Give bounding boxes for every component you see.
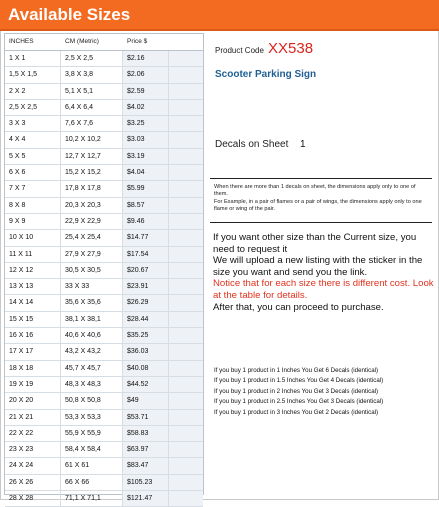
cell-cm: 15,2 X 15,2 <box>61 165 123 180</box>
table-row <box>5 165 203 181</box>
cell-extra <box>169 149 203 164</box>
buy-offers-list <box>214 367 436 419</box>
cell-price: $53.71 <box>123 410 169 425</box>
buy-offer-item: If you buy 1 product in 3 Inches You Get 2 Decals (identical) <box>214 408 379 416</box>
cell-cm: 45,7 X 45,7 <box>61 361 123 376</box>
table-row <box>5 458 203 474</box>
cell-extra <box>169 247 203 262</box>
cell-cm: 38,1 X 38,1 <box>61 312 123 327</box>
cell-inches: 18 X 18 <box>5 361 61 376</box>
table-row <box>5 132 203 148</box>
table-row <box>5 361 203 377</box>
cell-extra <box>169 393 203 408</box>
table-header-row <box>5 34 203 51</box>
header-cm: CM (Metric) <box>65 38 99 45</box>
cell-inches: 2,5 X 2,5 <box>5 100 61 115</box>
cell-price: $4.02 <box>123 100 169 115</box>
cell-inches: 14 X 14 <box>5 295 61 310</box>
decals-on-sheet-value: 1 <box>300 139 306 150</box>
cell-extra <box>169 361 203 376</box>
table-row <box>5 230 203 246</box>
table-row <box>5 426 203 442</box>
cell-inches: 6 X 6 <box>5 165 61 180</box>
cell-extra <box>169 312 203 327</box>
cell-extra <box>169 475 203 490</box>
product-code-value: XX538 <box>268 40 314 57</box>
table-row <box>5 51 203 67</box>
cell-cm: 40,6 X 40,6 <box>61 328 123 343</box>
cell-cm: 35,6 X 35,6 <box>61 295 123 310</box>
table-row <box>5 344 203 360</box>
table-row <box>5 491 203 507</box>
header-extra <box>169 34 203 50</box>
custom-size-line-2: We will upload a new listing with the sticker in the size you want and send you the link. <box>213 255 423 278</box>
header-bar <box>0 0 439 31</box>
cell-inches: 8 X 8 <box>5 198 61 213</box>
cell-inches: 15 X 15 <box>5 312 61 327</box>
cell-price: $3.25 <box>123 116 169 131</box>
cell-extra <box>169 100 203 115</box>
cell-cm: 33 X 33 <box>61 279 123 294</box>
divider-bottom <box>210 222 432 223</box>
cell-price: $121.47 <box>123 491 169 506</box>
cell-price: $36.03 <box>123 344 169 359</box>
cell-price: $26.29 <box>123 295 169 310</box>
table-row <box>5 116 203 132</box>
cell-extra <box>169 116 203 131</box>
buy-offer-item: If you buy 1 product in 1 Inches You Get 6 Decals (identical) <box>214 367 379 374</box>
cell-inches: 23 X 23 <box>5 442 61 457</box>
cell-cm: 55,9 X 55,9 <box>61 426 123 441</box>
buy-offer-item: If you buy 1 product in 1.5 Inches You Get 4 Decals (identical) <box>214 377 384 385</box>
table-row <box>5 247 203 263</box>
cell-extra <box>169 132 203 147</box>
cell-extra <box>169 410 203 425</box>
cell-inches: 12 X 12 <box>5 263 61 278</box>
cell-price: $4.04 <box>123 165 169 180</box>
cell-extra <box>169 491 203 506</box>
cell-cm: 71,1 X 71,1 <box>61 491 123 506</box>
cell-extra <box>169 377 203 392</box>
cell-price: $20.67 <box>123 263 169 278</box>
table-row <box>5 149 203 165</box>
cell-price: $105.23 <box>123 475 169 490</box>
table-row <box>5 67 203 83</box>
cell-cm: 27,9 X 27,9 <box>61 247 123 262</box>
cell-extra <box>169 51 203 66</box>
cell-inches: 19 X 19 <box>5 377 61 392</box>
cell-cm: 5,1 X 5,1 <box>61 84 123 99</box>
cell-inches: 22 X 22 <box>5 426 61 441</box>
product-name: Scooter Parking Sign <box>215 69 317 80</box>
cell-extra <box>169 181 203 196</box>
table-row <box>5 100 203 116</box>
table-row <box>5 214 203 230</box>
cell-extra <box>169 344 203 359</box>
cell-inches: 1,5 X 1,5 <box>5 67 61 82</box>
cell-cm: 58,4 X 58,4 <box>61 442 123 457</box>
cell-inches: 7 X 7 <box>5 181 61 196</box>
cell-extra <box>169 165 203 180</box>
cell-cm: 66 X 66 <box>61 475 123 490</box>
custom-size-notice: Notice that for each size there is different cost. Look at the table for details. <box>213 278 434 301</box>
cell-extra <box>169 84 203 99</box>
cell-inches: 26 X 26 <box>5 475 61 490</box>
cell-cm: 6,4 X 6,4 <box>61 100 123 115</box>
example-note: For Example, in a pair of flames or a pair of wings, the dimensions apply only to one flame or wing of the pair. <box>214 199 422 212</box>
table-row <box>5 263 203 279</box>
cell-price: $3.19 <box>123 149 169 164</box>
table-row <box>5 84 203 100</box>
cell-inches: 24 X 24 <box>5 458 61 473</box>
cell-price: $17.54 <box>123 247 169 262</box>
cell-price: $8.57 <box>123 198 169 213</box>
cell-inches: 20 X 20 <box>5 393 61 408</box>
cell-cm: 2,5 X 2,5 <box>61 51 123 66</box>
custom-size-text <box>213 232 435 313</box>
cell-extra <box>169 442 203 457</box>
cell-cm: 25,4 X 25,4 <box>61 230 123 245</box>
buy-offer-item: If you buy 1 product in 2.5 Inches You Get 3 Decals (identical) <box>214 398 384 406</box>
custom-size-line-3: After that, you can proceed to purchase. <box>213 301 384 313</box>
cell-inches: 9 X 9 <box>5 214 61 229</box>
table-body <box>5 51 203 507</box>
cell-cm: 17,8 X 17,8 <box>61 181 123 196</box>
table-row <box>5 295 203 311</box>
cell-inches: 5 X 5 <box>5 149 61 164</box>
cell-cm: 48,3 X 48,3 <box>61 377 123 392</box>
cell-inches: 1 X 1 <box>5 51 61 66</box>
divider-top <box>210 178 432 179</box>
sizes-table <box>4 33 204 503</box>
cell-price: $28.44 <box>123 312 169 327</box>
cell-cm: 30,5 X 30,5 <box>61 263 123 278</box>
buy-offer-item: If you buy 1 product in 2 Inches You Get 3 Decals (identical) <box>214 387 379 395</box>
cell-inches: 13 X 13 <box>5 279 61 294</box>
cell-price: $35.25 <box>123 328 169 343</box>
custom-size-line-1: If you want other size than the Current size, you need to request it <box>213 232 417 255</box>
table-row <box>5 312 203 328</box>
table-row <box>5 279 203 295</box>
cell-extra <box>169 67 203 82</box>
product-code-label: Product Code <box>215 46 264 55</box>
cell-cm: 50,8 X 50,8 <box>61 393 123 408</box>
decals-on-sheet-label: Decals on Sheet <box>215 139 289 150</box>
cell-inches: 21 X 21 <box>5 410 61 425</box>
cell-cm: 7,6 X 7,6 <box>61 116 123 131</box>
cell-price: $40.08 <box>123 361 169 376</box>
cell-price: $58.83 <box>123 426 169 441</box>
cell-price: $49 <box>123 393 169 408</box>
cell-inches: 2 X 2 <box>5 84 61 99</box>
table-row <box>5 410 203 426</box>
cell-cm: 10,2 X 10,2 <box>61 132 123 147</box>
cell-price: $2.16 <box>123 51 169 66</box>
cell-extra <box>169 458 203 473</box>
cell-inches: 10 X 10 <box>5 230 61 245</box>
cell-extra <box>169 230 203 245</box>
cell-extra <box>169 279 203 294</box>
table-row <box>5 393 203 409</box>
cell-price: $9.46 <box>123 214 169 229</box>
cell-inches: 16 X 16 <box>5 328 61 343</box>
cell-price: $2.06 <box>123 67 169 82</box>
cell-inches: 3 X 3 <box>5 116 61 131</box>
cell-price: $23.91 <box>123 279 169 294</box>
table-row <box>5 198 203 214</box>
table-row <box>5 181 203 197</box>
cell-price: $5.99 <box>123 181 169 196</box>
cell-cm: 22,9 X 22,9 <box>61 214 123 229</box>
cell-extra <box>169 328 203 343</box>
cell-cm: 53,3 X 53,3 <box>61 410 123 425</box>
cell-inches: 28 X 28 <box>5 491 61 506</box>
cell-price: $83.47 <box>123 458 169 473</box>
cell-cm: 43,2 X 43,2 <box>61 344 123 359</box>
cell-extra <box>169 295 203 310</box>
table-row <box>5 377 203 393</box>
cell-inches: 4 X 4 <box>5 132 61 147</box>
cell-price: $44.52 <box>123 377 169 392</box>
table-row <box>5 442 203 458</box>
table-row <box>5 475 203 491</box>
cell-cm: 61 X 61 <box>61 458 123 473</box>
cell-extra <box>169 214 203 229</box>
table-row <box>5 328 203 344</box>
cell-cm: 12,7 X 12,7 <box>61 149 123 164</box>
page-title: Available Sizes <box>8 5 131 24</box>
header-price: Price $ <box>127 38 148 45</box>
cell-extra <box>169 263 203 278</box>
cell-inches: 17 X 17 <box>5 344 61 359</box>
cell-extra <box>169 198 203 213</box>
cell-price: $63.97 <box>123 442 169 457</box>
cell-price: $3.03 <box>123 132 169 147</box>
cell-inches: 11 X 11 <box>5 247 61 262</box>
cell-extra <box>169 426 203 441</box>
cell-price: $2.59 <box>123 84 169 99</box>
cell-price: $14.77 <box>123 230 169 245</box>
cell-cm: 20,3 X 20,3 <box>61 198 123 213</box>
multi-decal-note: When there are more than 1 decals on sheet, the dimensions apply only to one of them. <box>214 184 416 197</box>
header-inches: INCHES <box>9 38 34 45</box>
cell-cm: 3,8 X 3,8 <box>61 67 123 82</box>
